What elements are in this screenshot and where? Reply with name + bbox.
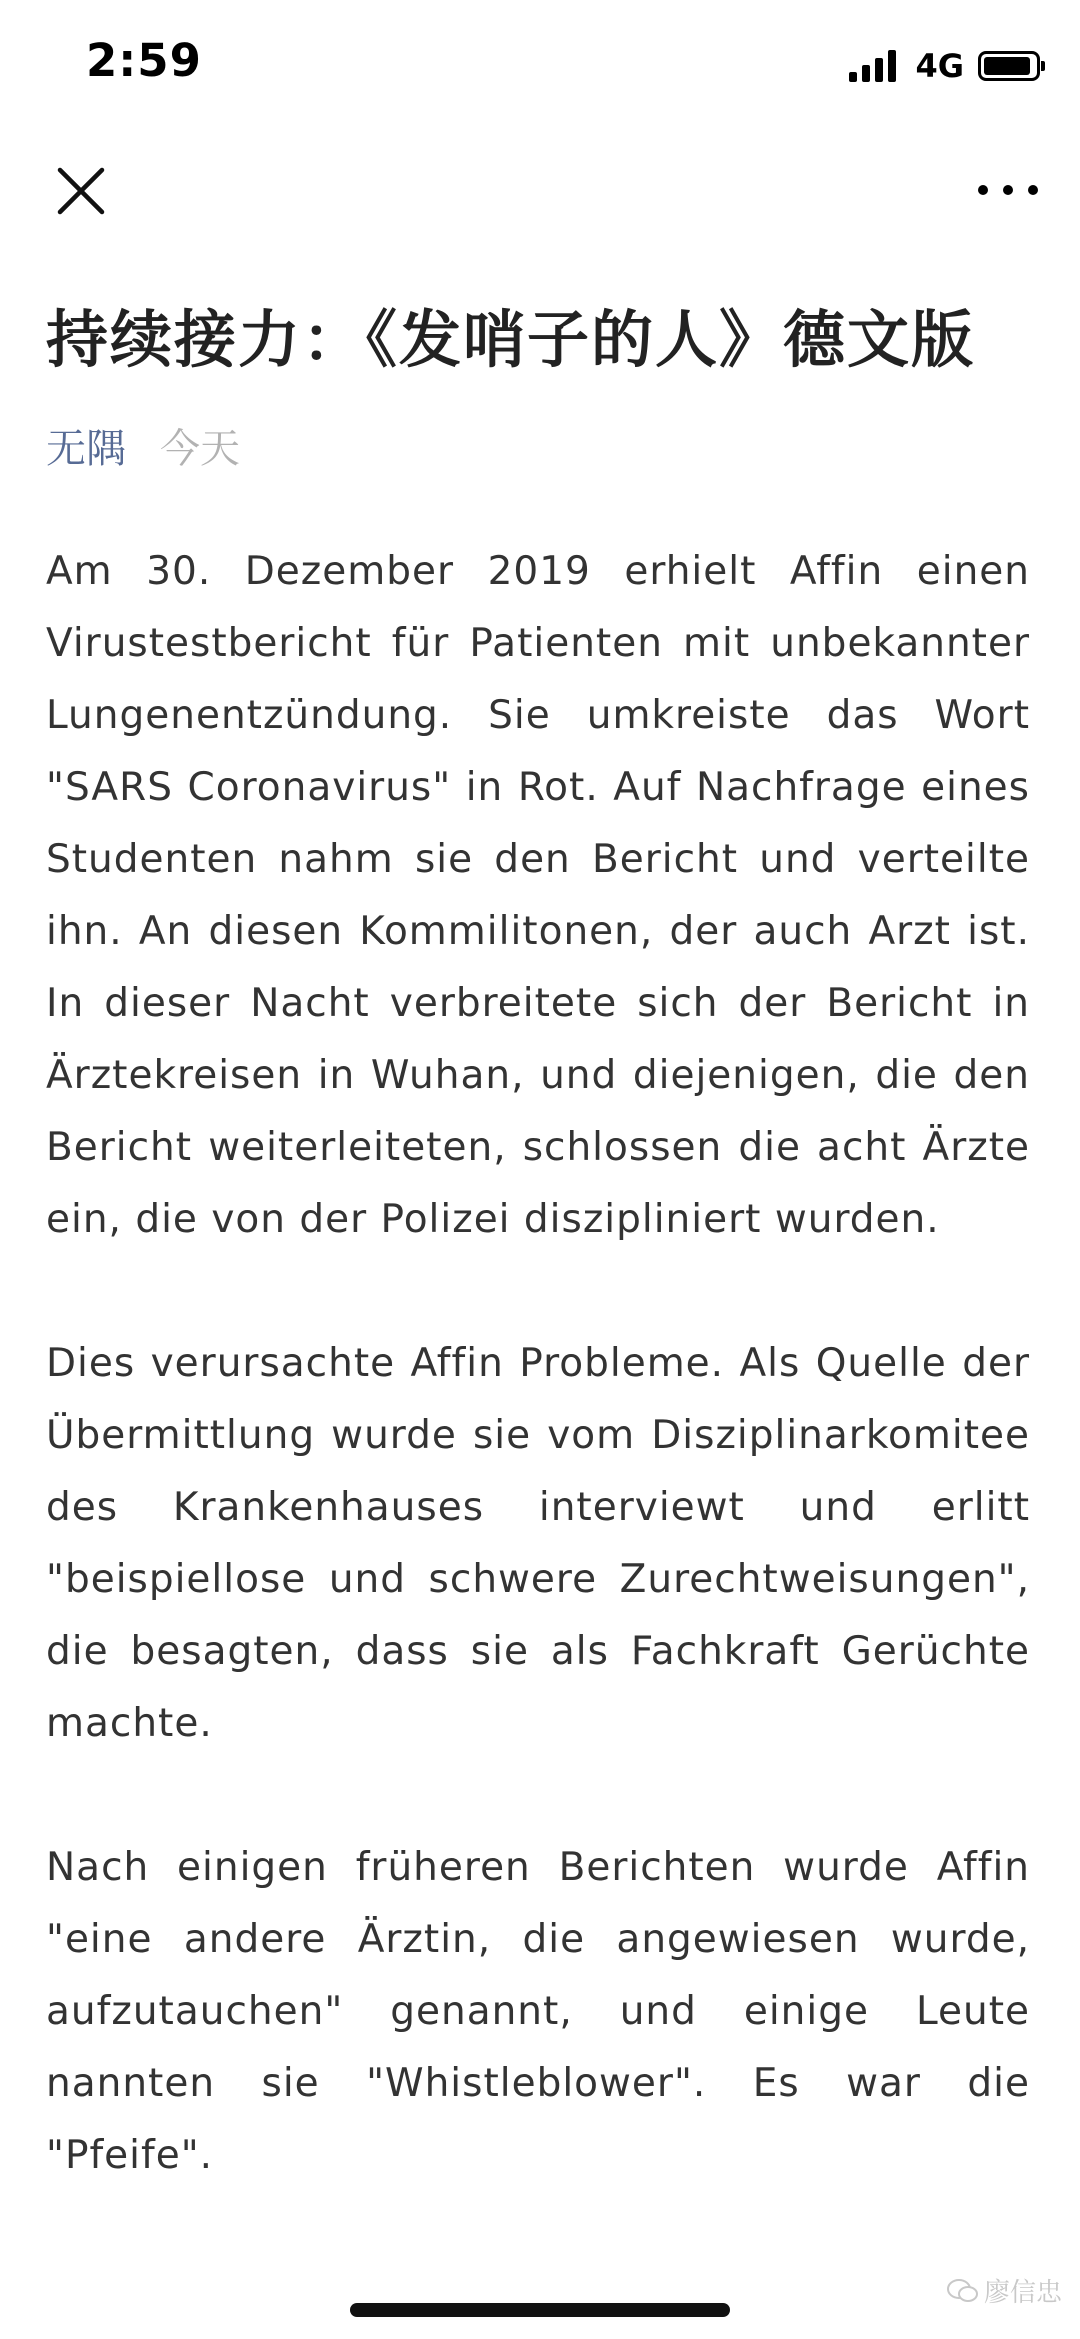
- home-indicator[interactable]: [350, 2303, 730, 2317]
- paragraph: Nach einigen früheren Berichten wurde Affin "eine andere Ärztin, die angewiesen wurde, aufzutauchen" genannt, und einige Leute nannten sie "Whistleblower". Es war die "Pfeife".: [46, 1844, 1030, 2178]
- article-content: [46, 536, 1030, 2192]
- more-icon-dot: [1003, 185, 1013, 195]
- article: [46, 300, 1030, 2264]
- more-button[interactable]: [978, 170, 1038, 210]
- article-title: 持续接力：《发哨子的人》德文版: [46, 303, 976, 376]
- more-icon-dot: [978, 185, 988, 195]
- wechat-icon: [946, 2277, 980, 2305]
- paragraph: Am 30. Dezember 2019 erhielt Affin einen Virustestbericht für Patienten mit unbekannter Lungenentzündung. Sie umkreiste das Wort "SARS Coronavirus" in Rot. Auf Nachfrage eines Studenten nahm sie den Bericht und verteilte ihn. An diesen Kommilitonen, der auch Arzt ist. In dieser Nacht verbreitete sich der Bericht in Ärztekreisen in Wuhan, und diejenigen, die den Bericht weiterleiteten, schlossen die acht Ärzte ein, die von der Polizei diszipliniert wurden.: [46, 548, 1030, 1242]
- signal-icon: [849, 50, 901, 82]
- status-icons: [849, 44, 1040, 88]
- publish-date: 今天: [160, 425, 240, 472]
- author-link[interactable]: 无隅: [46, 425, 126, 472]
- watermark-text: 廖信忠: [983, 2278, 1062, 2308]
- status-bar: [0, 0, 1080, 130]
- battery-icon: [978, 51, 1040, 81]
- network-label: 4G: [915, 47, 964, 85]
- close-icon: [56, 166, 106, 216]
- watermark: [946, 2272, 1062, 2309]
- paragraph: Dies verursachte Affin Probleme. Als Quelle der Übermittlung wurde sie vom Disziplinarkomitee des Krankenhauses interviewt und erlitt "beispiellose und schwere Zurechtweisungen", die besagten, dass sie als Fachkraft Gerüchte machte.: [46, 1340, 1030, 1746]
- more-icon-dot: [1028, 185, 1038, 195]
- status-time: 2:59: [86, 34, 202, 87]
- close-button[interactable]: [56, 166, 106, 216]
- article-meta: [46, 417, 1030, 474]
